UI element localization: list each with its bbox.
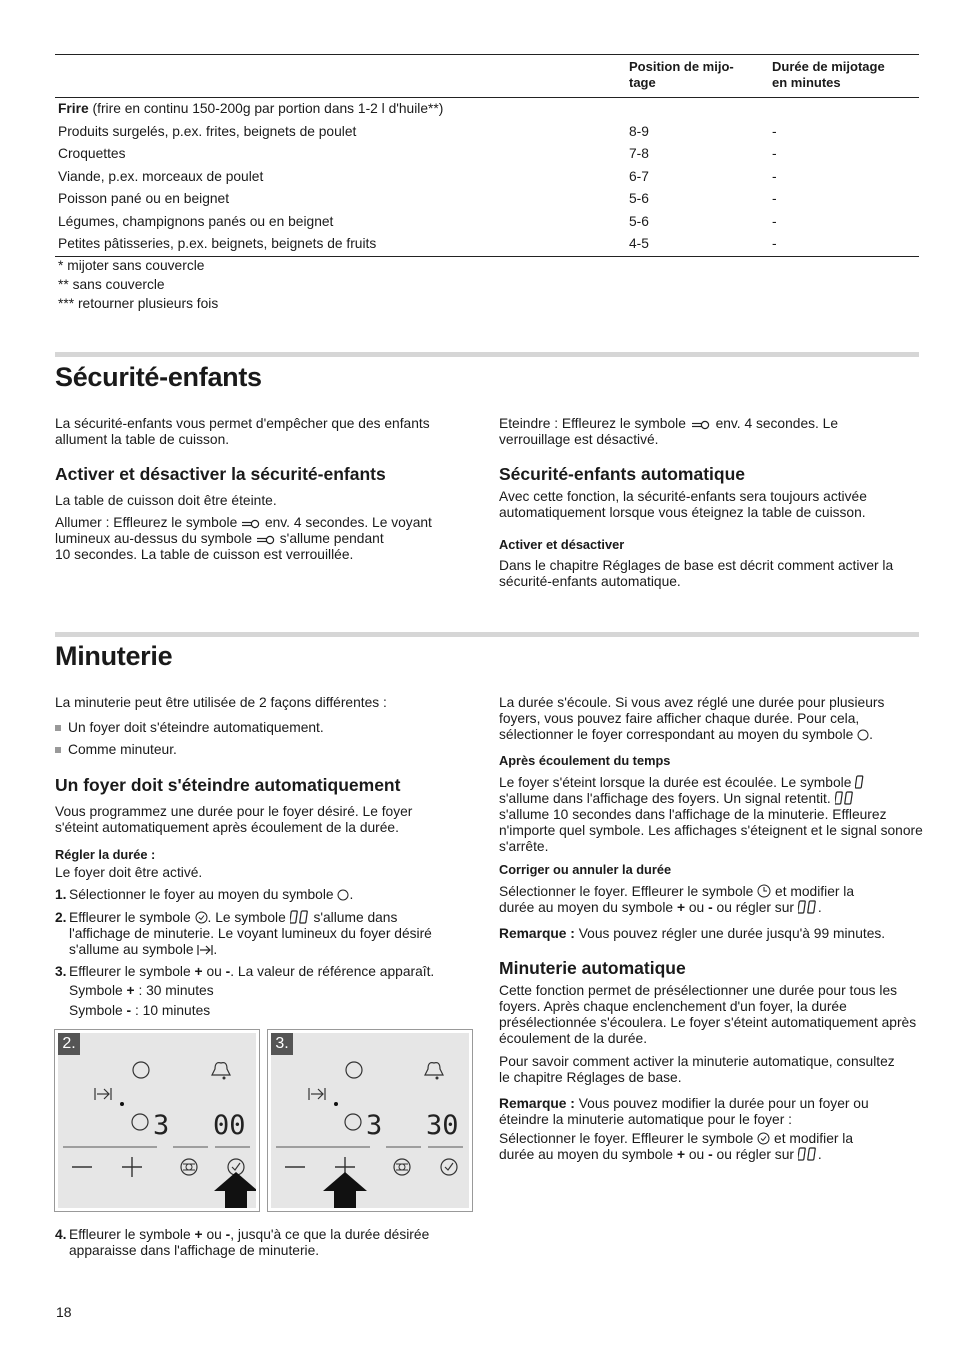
auto-off-icon: [197, 944, 213, 956]
hob-select-icon: [346, 1062, 362, 1078]
symbole-minus-line: [69, 1003, 210, 1019]
step4-b: ou: [206, 1227, 222, 1242]
apres-b: s'allume dans l'affichage des foyers. Un signal retentit.: [499, 791, 831, 806]
cell-food: Croquettes: [58, 146, 126, 161]
remarque2-p: [499, 1096, 919, 1128]
step-4-text: [69, 1227, 479, 1259]
regler-p: Le foyer doit être activé.: [55, 865, 203, 880]
minus-symbol: -: [126, 1003, 132, 1018]
auto-off-icon: [309, 1088, 325, 1100]
header-position: [629, 59, 759, 91]
plus-symbol: +: [194, 1227, 203, 1242]
section-title-rest: (frire en continu 150-200g par portion dans 1-2 l d'huile**): [88, 101, 444, 116]
step-4: [55, 1227, 475, 1263]
section-title-bold: Frire: [58, 101, 89, 116]
eteindre-c: verrouillage est désactivé.: [499, 432, 659, 447]
table-row: [55, 211, 919, 234]
allumer-d: s'allume pendant: [279, 531, 384, 546]
step-number: 2.: [55, 910, 67, 925]
cell-duration: -: [772, 146, 777, 161]
circle-select-icon: [337, 889, 349, 901]
key-lock-icon: [241, 519, 261, 529]
auto-securite-heading: Sécurité-enfants automatique: [499, 464, 746, 484]
press-arrow-icon: [323, 1172, 367, 1208]
plus-symbol: +: [676, 1147, 686, 1162]
step-3-text: [69, 964, 434, 980]
foyer-p: Vous programmez une durée pour le foyer désiré. Le foyer s'éteint automatiquement après écoulement de la durée.: [55, 804, 413, 835]
minus-symbol: -: [708, 900, 713, 915]
allumer-a: Allumer : Effleurez le symbole: [55, 515, 238, 530]
timer-display: 00: [213, 1110, 246, 1141]
step-1-text: Sélectionner le foyer au moyen du symbole .: [69, 887, 354, 902]
step3-b: ou: [206, 964, 222, 979]
auto-securite-p: Avec cette fonction, la sécurité-enfants sera toujours activée automatiquement lorsque vous éteignez la table de cuisson.: [499, 489, 867, 520]
auto-p3-a: Sélectionner le foyer. Effleurer le symbole: [499, 1131, 754, 1146]
cell-food: Poisson pané ou en beignet: [58, 191, 230, 206]
section-rule-minuterie: [55, 632, 919, 637]
auto-p3-c: durée au moyen du symbole: [499, 1147, 674, 1162]
double-zero-display-icon: [290, 910, 310, 924]
apres-p: [499, 775, 924, 855]
clock-icon: [757, 884, 771, 898]
auto-p3-d: ou: [688, 1147, 705, 1162]
eteindre-b: env. 4 secondes. Le: [715, 416, 839, 431]
step-3: [55, 964, 475, 982]
apres-c: s'allume 10 secondes dans l'affichage de la minuterie. Effleurez n'importe quel symbole. Les affichages s'éteignent et le signal sonore s'arrête.: [499, 807, 923, 854]
auto-sub-heading: Activer et désactiver: [499, 537, 625, 552]
power-level-display: 3: [366, 1110, 383, 1141]
note-1: * mijoter sans couvercle: [58, 258, 205, 273]
minus-symbol: -: [225, 964, 231, 979]
allumer-b: env. 4 secondes. Le voyant: [264, 515, 432, 530]
header-position-l1: Position de mijo-: [629, 59, 734, 74]
timer-icon: [195, 911, 208, 924]
table-section-row: [55, 98, 919, 121]
minus-symbol: -: [708, 1147, 713, 1162]
corriger-b: et modifier la: [775, 884, 855, 899]
cell-position: 7-8: [629, 146, 649, 161]
header-position-l2: tage: [629, 75, 656, 90]
hob-select-icon: [345, 1114, 361, 1130]
step-number: 4.: [55, 1227, 67, 1242]
allumer-e: 10 secondes. La table de cuisson est verrouillée.: [55, 547, 354, 562]
step2-d: l'affichage de minuterie. Le voyant lumineux du foyer désiré: [69, 926, 432, 941]
minuterie-bullets: [55, 717, 324, 761]
right-p1: La durée s'écoule. Si vous avez réglé une durée pour plusieurs foyers, vous pouvez faire afficher chaque durée. Pour cela, sélectionner le foyer correspondant au moyen du symbole .: [499, 695, 885, 742]
step-1: [55, 887, 475, 905]
securite-title: Sécurité-enfants: [55, 362, 262, 392]
cell-position: 6-7: [629, 168, 649, 184]
minuterie-intro: La minuterie peut être utilisée de 2 façons différentes :: [55, 695, 387, 710]
zero-display-icon: [855, 775, 865, 789]
step-2-text: Effleurer le symbole . Le symbole s'allume dans l'affichage de minuterie. Le voyant lumineux du foyer désiré s'allume au symbole .: [69, 910, 432, 957]
minuterie-title: Minuterie: [55, 641, 173, 671]
indicator-led: [334, 1102, 338, 1106]
plus-icon: [122, 1157, 142, 1177]
double-zero-display-icon: [835, 791, 855, 805]
step2-a: Effleurer le symbole: [69, 910, 191, 925]
corriger-e: ou régler sur: [716, 900, 794, 915]
cell-food: Petites pâtisseries, p.ex. beignets, beignets de fruits: [58, 236, 377, 251]
auto-p3-b: et modifier la: [774, 1131, 854, 1146]
cell-duration: -: [772, 213, 777, 229]
step4-d: apparaisse dans l'affichage de minuterie.: [69, 1243, 320, 1258]
symbole-label: Symbole: [69, 983, 123, 998]
panel-background: [58, 1033, 256, 1208]
auto-p2: Pour savoir comment activer la minuterie automatique, consultez le chapitre Réglages de base.: [499, 1054, 895, 1085]
corriger-d: ou: [688, 900, 705, 915]
corriger-heading: Corriger ou annuler la durée: [499, 862, 672, 877]
double-zero-display-icon: [798, 900, 818, 914]
power-level-display: 3: [153, 1110, 170, 1141]
step2-b: . Le symbole: [207, 910, 286, 925]
remarque-label: Remarque :: [499, 1096, 575, 1111]
press-arrow-icon: [214, 1172, 256, 1208]
table-row: [55, 233, 919, 256]
panel-step-badge: 2.: [58, 1033, 80, 1055]
apres-a: Le foyer s'éteint lorsque la durée est écoulée. Le symbole: [499, 775, 852, 790]
remarque-text: Vous pouvez régler une durée jusqu'à 99 minutes.: [574, 926, 886, 941]
step2-e: s'allume au symbole: [69, 942, 194, 957]
table-header: [55, 55, 919, 97]
table-row: [55, 143, 919, 166]
panel-graphic: [271, 1033, 469, 1208]
double-zero-display-icon: [798, 1147, 818, 1161]
foyer-heading: Un foyer doit s'éteindre automatiquement: [55, 775, 401, 795]
symbole-label: Symbole: [69, 1003, 123, 1018]
remarque-label: Remarque :: [499, 926, 575, 941]
eteindre-p: [499, 416, 919, 448]
step2-c: s'allume dans: [313, 910, 398, 925]
step-number: 1.: [55, 887, 67, 902]
step3-c: . La valeur de référence apparaît.: [230, 964, 435, 979]
section-title: [58, 98, 443, 121]
table-row: [55, 188, 919, 211]
auto-p3-e: ou régler sur: [716, 1147, 794, 1162]
step1-text: Sélectionner le foyer au moyen du symbole: [69, 887, 334, 902]
header-duration-l1: Durée de mijotage: [772, 59, 885, 74]
apres-heading: Après écoulement du temps: [499, 753, 671, 768]
auto-p3: Sélectionner le foyer. Effleurer le symbole et modifier la durée au moyen du symbole + ou - ou régler sur .: [499, 1131, 854, 1162]
auto-sub-p: Dans le chapitre Réglages de base est décrit comment activer la sécurité-enfants automatique.: [499, 558, 894, 589]
table-row: [55, 166, 919, 189]
step4-a: Effleurer le symbole: [69, 1227, 191, 1242]
remarque-p: [499, 926, 924, 942]
control-panel-illustration-2: [54, 1029, 260, 1212]
cell-position: 5-6: [629, 213, 649, 229]
remarque2-text: Vous pouvez modifier la durée pour un foyer ou éteindre la minuterie automatique pour le foyer :: [499, 1096, 869, 1127]
bullet-item: Un foyer doit s'éteindre automatiquement.: [55, 717, 324, 739]
plus-symbol: +: [194, 964, 203, 979]
symbole-plus-line: [69, 983, 214, 999]
eteindre-a: Eteindre : Effleurez le symbole: [499, 416, 686, 431]
corriger-c: durée au moyen du symbole: [499, 900, 674, 915]
securite-intro: La sécurité-enfants vous permet d'empêcher que des enfants allument la table de cuisson.: [55, 416, 430, 447]
cell-duration: -: [772, 191, 777, 206]
control-panel-illustration-3: [267, 1029, 473, 1212]
auto-p1: Cette fonction permet de présélectionner une durée pour tous les foyers. Après chaque enclenchement d'un foyer, la durée présélectionnée s'écoulera. Le foyer s'éteint automatiquement après écoulement de la durée.: [499, 983, 917, 1046]
cell-duration: -: [772, 236, 777, 251]
bullet-item: Comme minuteur.: [55, 739, 324, 761]
key-lock-icon: [256, 535, 276, 545]
hob-select-icon: [133, 1062, 149, 1078]
cell-food: Légumes, champignons panés ou en beignet: [58, 213, 334, 229]
step3-a: Effleurer le symbole: [69, 964, 191, 979]
indicator-led: [120, 1102, 124, 1106]
page-number: 18: [56, 1304, 72, 1320]
cell-position: 4-5: [629, 236, 649, 251]
note-2: ** sans couvercle: [58, 277, 165, 292]
key-lock-icon: [690, 420, 712, 430]
panel-graphic: [58, 1033, 256, 1208]
note-3: *** retourner plusieurs fois: [58, 296, 219, 311]
hob-select-icon: [132, 1114, 148, 1130]
minuterie-auto-heading: Minuterie automatique: [499, 958, 686, 978]
bell-icon: [212, 1063, 230, 1075]
panel-background: [271, 1033, 469, 1208]
key-lock-icon: [394, 1159, 410, 1175]
table-notes: [58, 256, 218, 313]
cell-position: 8-9: [629, 123, 649, 139]
right-p1-text: La durée s'écoule. Si vous avez réglé une durée pour plusieurs foyers, vous pouvez faire afficher chaque durée. Pour cela, sélectionner le foyer correspondant au moyen du symbole: [499, 695, 885, 742]
step4-c: , jusqu'à ce que la durée désirée: [230, 1227, 430, 1242]
timer-display: 30: [426, 1110, 459, 1141]
panel-step-badge: 3.: [271, 1033, 293, 1055]
cell-duration: -: [772, 123, 777, 139]
regler-heading: Régler la durée :: [55, 847, 156, 862]
symbole-plus-value: : 30 minutes: [138, 983, 214, 998]
corriger-p: Sélectionner le foyer. Effleurer le symbole et modifier la durée au moyen du symbole + ou - ou régler sur .: [499, 884, 855, 915]
plus-symbol: +: [126, 983, 135, 998]
minus-symbol: -: [225, 1227, 231, 1242]
auto-off-icon: [95, 1088, 111, 1100]
symbole-minus-value: : 10 minutes: [134, 1003, 211, 1018]
cell-duration: -: [772, 168, 777, 184]
activate-p1: La table de cuisson doit être éteinte.: [55, 493, 277, 508]
activate-heading: Activer et désactiver la sécurité-enfants: [55, 464, 386, 484]
key-lock-icon: [181, 1159, 197, 1175]
activate-p2: [55, 515, 485, 563]
table-row: [55, 121, 919, 144]
timer-icon: [757, 1132, 770, 1145]
cell-food: Produits surgelés, p.ex. frites, beignets de poulet: [58, 123, 357, 139]
cooking-table: [55, 54, 919, 257]
plus-symbol: +: [676, 900, 686, 915]
allumer-c: lumineux au-dessus du symbole: [55, 531, 253, 546]
corriger-a: Sélectionner le foyer. Effleurer le symbole: [499, 884, 754, 899]
cell-position: 5-6: [629, 191, 649, 206]
timer-icon: [441, 1159, 457, 1175]
cell-food: Viande, p.ex. morceaux de poulet: [58, 168, 264, 184]
circle-select-icon: [857, 729, 869, 741]
bell-icon: [425, 1063, 443, 1075]
header-duration-l2: en minutes: [772, 75, 841, 90]
step-2: [55, 910, 475, 962]
section-rule-securite: [55, 352, 919, 357]
step-number: 3.: [55, 964, 67, 979]
header-duration: [772, 59, 922, 91]
